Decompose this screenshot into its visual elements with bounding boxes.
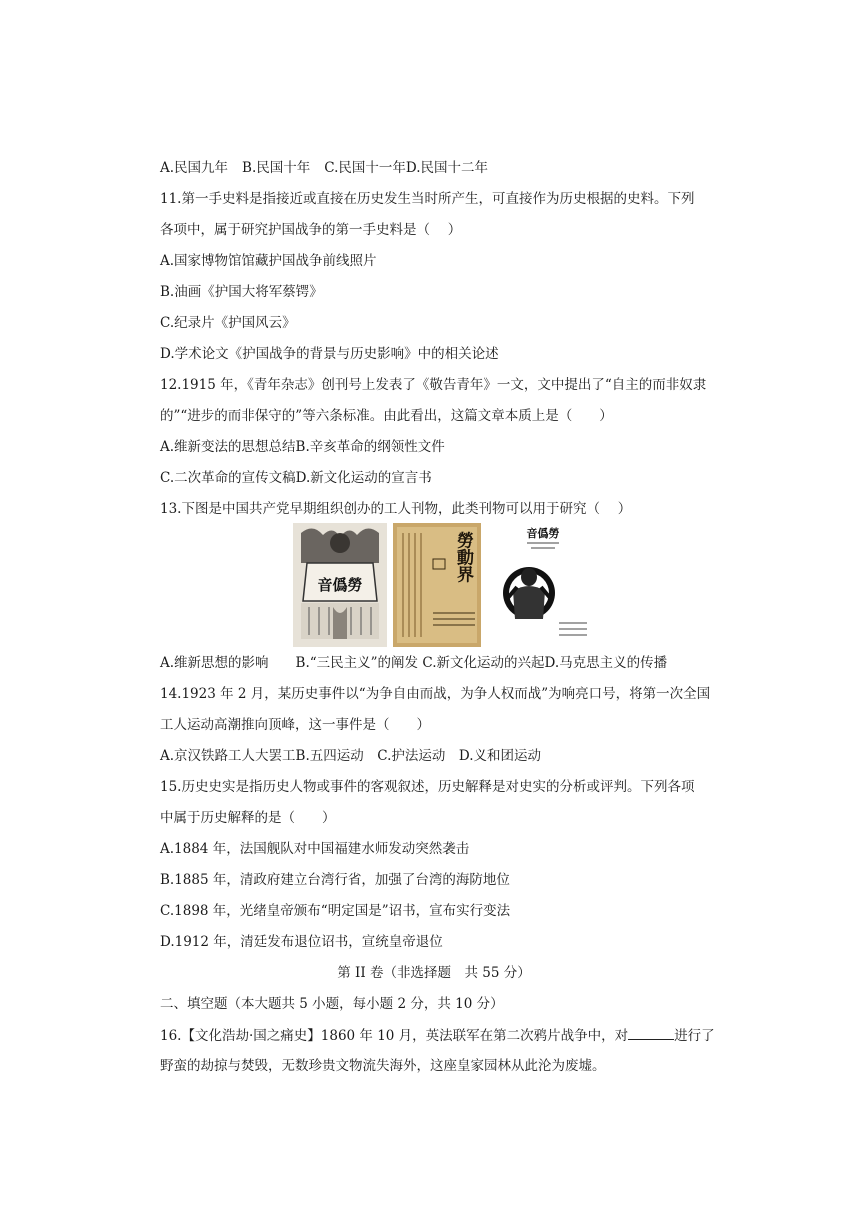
- q13-stem: 13.下图是中国共产党早期组织创办的工人刊物，此类刊物可以用于研究（ ）: [160, 501, 632, 517]
- q13-figures: [293, 523, 593, 647]
- q16-answer-blank[interactable]: [628, 1025, 674, 1040]
- q12-options-ab: A.维新变法的思想总结B.辛亥革命的纲领性文件: [160, 439, 445, 455]
- q16-line-2: 野蛮的劫掠与焚毁，无数珍贵文物流失海外，这座皇家园林从此沦为废墟。: [160, 1058, 606, 1074]
- magazine-3-title: 音僞勞: [526, 527, 560, 540]
- q14-stem-line-2: 工人运动高潮推向顶峰，这一事件是（ ）: [160, 717, 430, 733]
- q12-options-cd: C.二次革命的宣传文稿D.新文化运动的宣言书: [160, 470, 432, 486]
- magazine-1-title: 音僞勞: [317, 576, 363, 594]
- q16-line-1-tail: 进行了: [674, 1028, 715, 1044]
- q15-option-c: C.1898 年，光绪皇帝颁布“明定国是”诏书，宣布实行变法: [160, 903, 511, 919]
- q11-option-b: B.油画《护国大将军蔡锷》: [160, 284, 323, 300]
- magazine-cover-3: [493, 523, 593, 647]
- section-two-heading: 二、填空题（本大题共 5 小题，每小题 2 分，共 10 分）: [160, 996, 504, 1012]
- q11-option-c: C.纪录片《护国风云》: [160, 315, 296, 331]
- q15-stem-line-1: 15.历史史实是指历史人物或事件的客观叙述，历史解释是对史实的分析或评判。下列各项: [160, 779, 695, 795]
- q14-options: A.京汉铁路工人大罢工B.五四运动 C.护法运动 D.义和团运动: [160, 748, 542, 764]
- q11-stem-line-2: 各项中，属于研究护国战争的第一手史料是（ ）: [160, 222, 462, 238]
- magazine-cover-1: [293, 523, 387, 647]
- q10-option-c: C.民国十一年: [324, 160, 406, 176]
- magazine-2-title: 勞動界: [453, 531, 473, 583]
- q12-stem-line-1: 12.1915 年，《青年杂志》创刊号上发表了《敬告青年》一文，文中提出了“自主的而非奴隶: [160, 377, 707, 393]
- q10-option-a: A.民国九年: [160, 160, 229, 176]
- q14-stem-line-1: 14.1923 年 2 月，某历史事件以“为争自由而战，为争人权而战”为响亮口号，将第一次全国: [160, 686, 711, 702]
- q13-options: A.维新思想的影响 B.“三民主义”的阐发 C.新文化运动的兴起D.马克思主义的传播: [160, 655, 668, 671]
- q15-option-b: B.1885 年，清政府建立台湾行省，加强了台湾的海防地位: [160, 872, 510, 888]
- q11-option-a: A.国家博物馆馆藏护国战争前线照片: [160, 253, 377, 269]
- q15-option-d: D.1912 年，清廷发布退位诏书，宣统皇帝退位: [160, 934, 443, 950]
- part-two-title: 第 II 卷（非选择题 共 55 分）: [337, 965, 531, 981]
- q15-option-a: A.1884 年，法国舰队对中国福建水师发动突然袭击: [160, 841, 470, 857]
- q11-stem-line-1: 11.第一手史料是指接近或直接在历史发生当时所产生，可直接作为历史根据的史料。下列: [160, 191, 695, 207]
- q11-option-d: D.学术论文《护国战争的背景与历史影响》中的相关论述: [160, 346, 499, 362]
- q16-line-1: [160, 1025, 715, 1046]
- magazine-cover-2: [393, 523, 481, 647]
- q12-stem-line-2: 的”“进步的而非保守的”等六条标准。由此看出，这篇文章本质上是（ ）: [160, 408, 613, 424]
- q15-stem-line-2: 中属于历史解释的是（ ）: [160, 810, 336, 826]
- q10-option-b: B.民国十年: [242, 160, 311, 176]
- q16-line-1-text: 16.【文化浩劫·国之痛史】1860 年 10 月，英法联军在第二次鸦片战争中，对: [160, 1028, 629, 1044]
- q10-options: [160, 158, 488, 178]
- q10-option-d: D.民国十二年: [405, 160, 489, 176]
